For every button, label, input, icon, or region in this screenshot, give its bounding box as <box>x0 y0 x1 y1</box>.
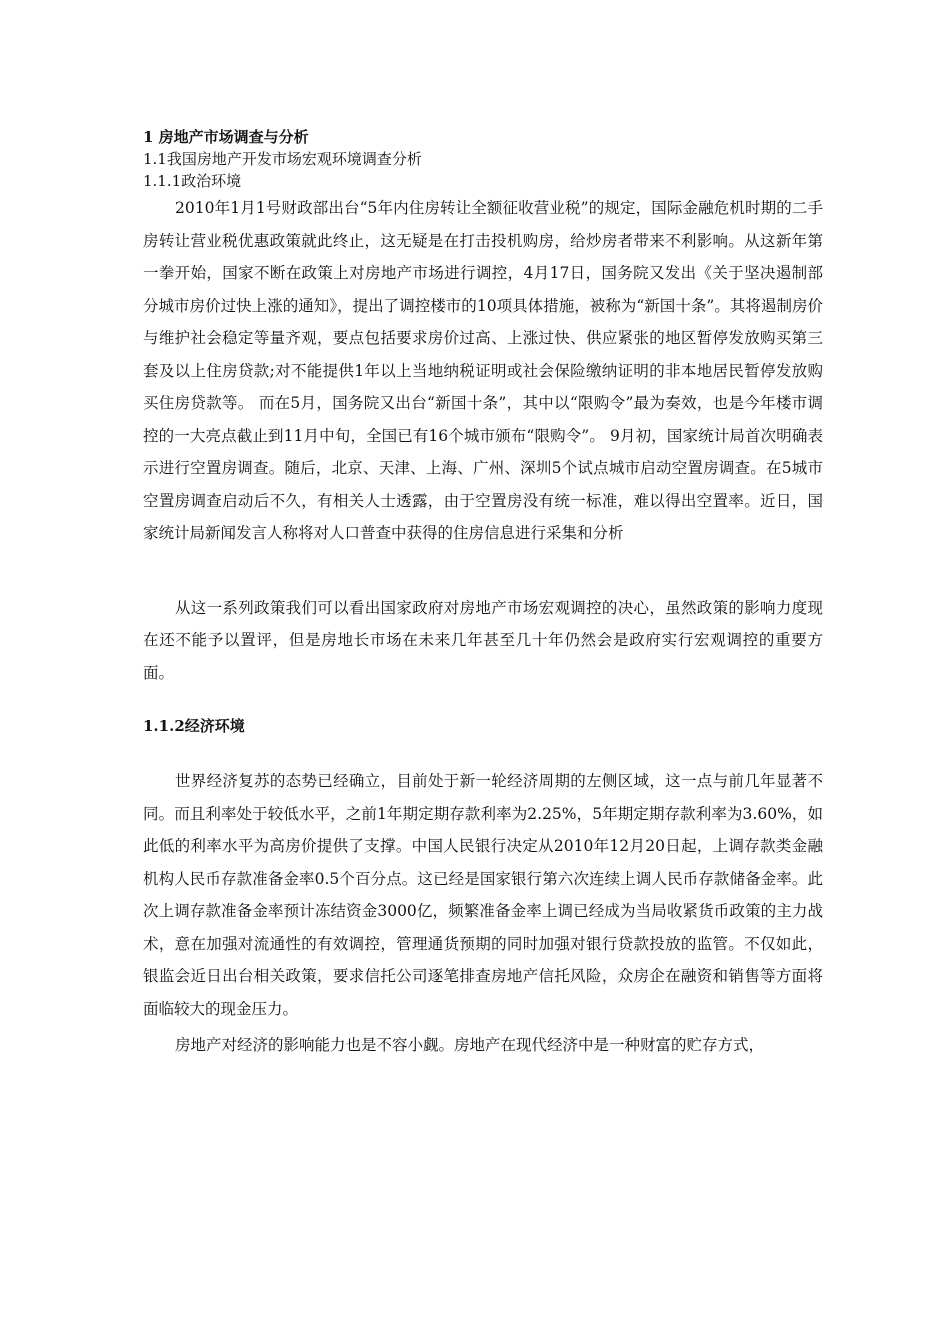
paragraph-economy-2: 房地产对经济的影响能力也是不容小觑。房地产在现代经济中是一种财富的贮存方式， <box>175 1036 765 1054</box>
paragraph-conclusion: 从这一系列政策我们可以看出国家政府对房地产市场宏观调控的决心，虽然政策的影响力度现在还不能予以置评，但是房地长市场在未来几年甚至几十年仍然会是政府实行宏观调控的重要方面。 <box>143 598 823 682</box>
paragraph-economy-1: 世界经济复苏的态势已经确立，目前处于新一轮经济周期的左侧区域，这一点与前几年显著不同。而且利率处于较低水平，之前1年期定期存款利率为2.25%，5年期定期存款利率为3.60%，如此低的利率水平为高房价提供了支撑。中国人民银行决定从2010年12月20日起，上调存款类金融机构人民币存款准备金率0.5个百分点。这已经是国家银行第六次连续上调人民币存款储备金率。此次上调存款准备金率预计冻结资金3000亿，频繁准备金率上调已经成为当局收紧货币政策的主力战术，意在加强对流通性的有效调控，管理通货预期的同时加强对银行贷款投放的监管。不仅如此，银监会近日出台相关政策，要求信托公司逐笔排查房地产信托风险，众房企在融资和销售等方面将面临较大的现金压力。 <box>143 772 823 1018</box>
section-heading-1-1-1: 1.1.1政治环境 <box>143 172 242 190</box>
document-body <box>143 126 823 1062</box>
section-heading-1: 1 房地产市场调查与分析 <box>143 128 309 146</box>
section-heading-1-1: 1.1我国房地产开发市场宏观环境调查分析 <box>143 150 422 168</box>
paragraph-politics: 2010年1月1号财政部出台“5年内住房转让全额征收营业税”的规定，国际金融危机时期的二手房转让营业税优惠政策就此终止，这无疑是在打击投机购房，给炒房者带来不利影响。从这新年第一拳开始，国家不断在政策上对房地产市场进行调控，4月17日，国务院又发出《关于坚决遏制部分城市房价过快上涨的通知》，提出了调控楼市的10项具体措施，被称为“新国十条”。其将遏制房价与维护社会稳定等量齐观，要点包括要求房价过高、上涨过快、供应紧张的地区暂停发放购买第三套及以上住房贷款;对不能提供1年以上当地纳税证明或社会保险缴纳证明的非本地居民暂停发放购买住房贷款等。 而在5月，国务院又出台“新国十条”，其中以“限购令”最为奏效，也是今年楼市调控的一大亮点截止到11月中旬，全国已有16个城市颁布“限购令”。 9月初，国家统计局首次明确表示进行空置房调查。随后，北京、天津、上海、广州、深圳5个试点城市启动空置房调查。在5城市空置房调查启动后不久，有相关人士透露，由于空置房没有统一标准，难以得出空置率。近日，国家统计局新闻发言人称将对人口普查中获得的住房信息进行采集和分析 <box>143 199 823 542</box>
section-heading-1-1-2: 1.1.2经济环境 <box>143 717 245 735</box>
